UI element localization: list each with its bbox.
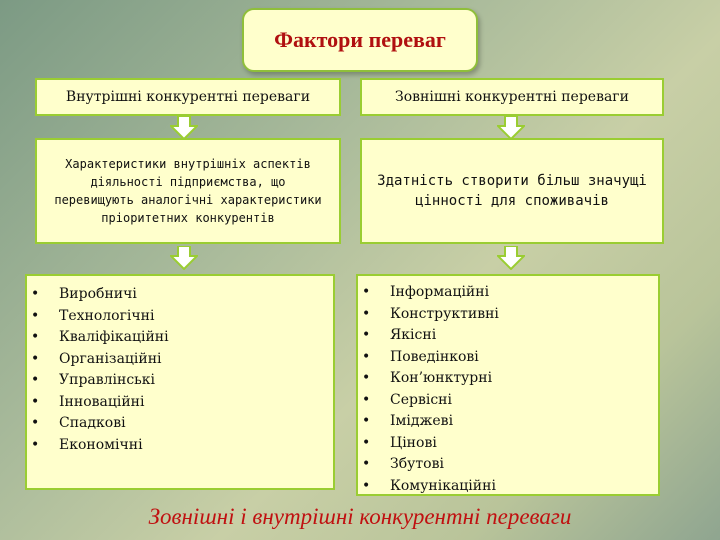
internal-advantages-list-box [25, 274, 335, 490]
internal-advantages-description-box [35, 138, 341, 244]
list-item: • Кваліфікаційні [27, 327, 333, 349]
external-advantages-list-box [356, 274, 660, 496]
down-arrow-icon [170, 116, 198, 140]
list-item: • Економічні [27, 435, 333, 457]
list-item: • Якісні [358, 325, 658, 347]
internal-advantages-header [35, 78, 341, 116]
list-item: • Управлінські [27, 370, 333, 392]
list-item: • Сервісні [358, 390, 658, 412]
external-advantages-header-label: Зовнішні конкурентні переваги [395, 89, 629, 105]
down-arrow-icon [497, 116, 525, 140]
slide-caption: Зовнішні і внутрішні конкурентні переваги [148, 504, 572, 529]
list-item: • Виробничі [27, 284, 333, 306]
list-item: • Інформаційні [358, 282, 658, 304]
diagram-title: Фактори переваг [274, 27, 446, 52]
list-item: • Цінові [358, 433, 658, 455]
down-arrow-icon [170, 246, 198, 270]
list-item: • Поведінкові [358, 347, 658, 369]
list-item: • Технологічні [27, 306, 333, 328]
list-item: • Збутові [358, 454, 658, 476]
external-advantages-description: Здатність створити більш значущі цінності для споживачів [377, 173, 647, 209]
list-item: • Конструктивні [358, 304, 658, 326]
internal-advantages-header-label: Внутрішні конкурентні переваги [65, 89, 311, 105]
list-item: • Кон’юнктурні [358, 368, 658, 390]
list-item: • Інноваційні [27, 392, 333, 414]
list-item: • Іміджеві [358, 411, 658, 433]
list-item: • Організаційні [27, 349, 333, 371]
diagram-title-box [242, 8, 478, 72]
external-advantages-description-box [360, 138, 664, 244]
list-item: • Спадкові [27, 413, 333, 435]
internal-advantages-description: Характеристики внутрішніх аспектів діяльності підприємства, що перевищують аналогічні характеристики пріоритетних конкурентів [54, 157, 322, 225]
internal-advantages-list [27, 284, 333, 456]
external-advantages-list [358, 282, 658, 497]
external-advantages-header [360, 78, 664, 116]
list-item: • Комунікаційні [358, 476, 658, 498]
down-arrow-icon [497, 246, 525, 270]
